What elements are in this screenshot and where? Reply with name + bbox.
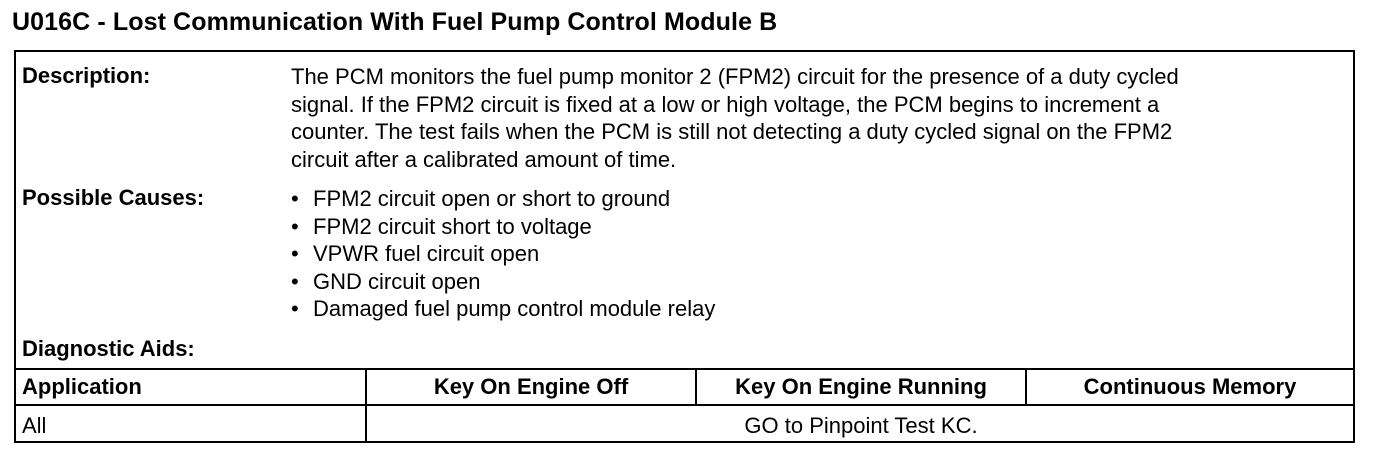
cause-text: Damaged fuel pump control module relay <box>313 296 716 321</box>
bullet-icon: • <box>291 268 299 294</box>
description-line: circuit after a calibrated amount of time. <box>291 146 677 172</box>
list-item <box>291 268 715 296</box>
table-header-koer: Key On Engine Running <box>735 374 987 399</box>
cause-text: FPM2 circuit short to voltage <box>313 213 592 239</box>
description-line: The PCM monitors the fuel pump monitor 2 (FPM2) circuit for the presence of a duty cycled <box>291 64 1179 89</box>
table-header-divider <box>14 404 1355 406</box>
list-item <box>291 185 715 213</box>
cause-text: FPM2 circuit open or short to ground <box>313 186 671 211</box>
description-label: Description: <box>22 63 151 88</box>
table-cell-application: All <box>22 413 47 438</box>
table-top-border <box>14 368 1355 370</box>
possible-causes-list <box>291 185 715 323</box>
cause-text: VPWR fuel circuit open <box>313 241 540 266</box>
bullet-icon: • <box>291 296 299 321</box>
table-header-application: Application <box>22 374 142 399</box>
bullet-icon: • <box>291 186 299 211</box>
list-item <box>291 240 715 268</box>
diagnostic-aids-label: Diagnostic Aids: <box>22 336 195 361</box>
list-item <box>291 213 715 241</box>
description-text <box>291 63 1341 173</box>
table-header-koeo: Key On Engine Off <box>433 374 629 399</box>
page-title: U016C - Lost Communication With Fuel Pump Control Module B <box>12 8 778 36</box>
list-item <box>291 295 715 323</box>
table-header-continuous-memory: Continuous Memory <box>1083 374 1297 399</box>
description-line: signal. If the FPM2 circuit is fixed at a low or high voltage, the PCM begins to increment a <box>291 91 1160 117</box>
cause-text: GND circuit open <box>313 268 481 294</box>
possible-causes-label: Possible Causes: <box>22 185 205 210</box>
bullet-icon: • <box>291 213 299 239</box>
table-cell-action: GO to Pinpoint Test KC. <box>744 413 978 438</box>
bullet-icon: • <box>291 241 299 266</box>
description-line: counter. The test fails when the PCM is still not detecting a duty cycled signal on the FPM2 <box>291 119 1173 144</box>
